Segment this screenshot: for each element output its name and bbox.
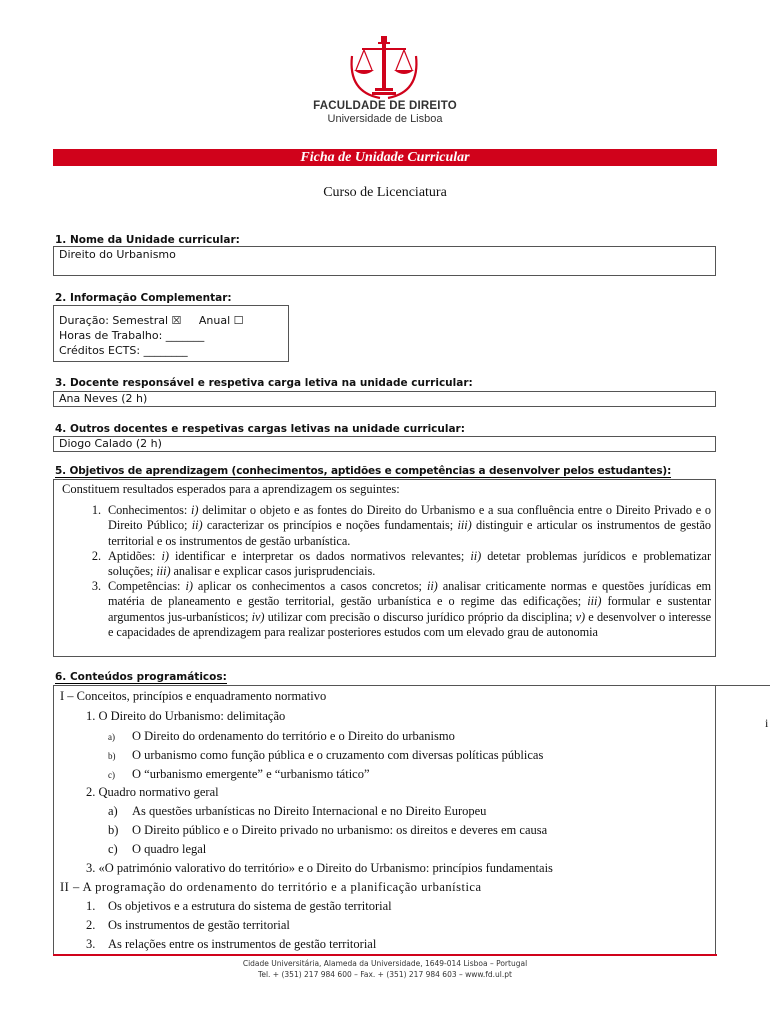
section-6-title: 6. Conteúdos programáticos: (55, 671, 227, 683)
content-item-ii-3: 3. As relações entre os instrumentos de gestão territorial (86, 937, 377, 951)
work-hours: Horas de Trabalho: _______ (59, 329, 205, 342)
content-item-2b: b) O Direito público e o Direito privado no urbanismo: os direitos e deveres em causa (108, 823, 548, 837)
uc-name-value: Direito do Urbanismo (59, 248, 176, 261)
objective-skills: 2. Aptidões: i) identificar e interpretar os dados normativos relevantes; ii) detetar problemas jurídicos e problematizar soluções; iii) analisar e explicar casos jurisprudenciais. (104, 549, 711, 579)
content-item-2c: c) O quadro legal (108, 842, 207, 856)
responsible-teacher: Ana Neves (2 h) (59, 392, 148, 405)
section-6-box (53, 685, 716, 955)
content-item-2a: a) As questões urbanísticas no Direito Internacional e no Direito Europeu (108, 804, 487, 818)
section-4-title: 4. Outros docentes e respetivas cargas letivas na unidade curricular: (55, 423, 465, 435)
section-1-title: 1. Nome da Unidade curricular: (55, 234, 240, 246)
university-name: Universidade de Lisboa (327, 113, 443, 125)
content-item-2: 2. Quadro normativo geral (86, 785, 219, 799)
faculty-logo (344, 34, 424, 102)
section-4-box (53, 436, 716, 452)
footer-contacts: Tel. + (351) 217 984 600 – Fax. + (351) 217 984 603 – www.fd.ul.pt (258, 970, 512, 979)
other-teachers: Diogo Calado (2 h) (59, 437, 162, 450)
content-item-ii-1: 1. Os objetivos e a estrutura do sistema de gestão territorial (86, 899, 392, 913)
content-item-ii-2: 2. Os instrumentos de gestão territorial (86, 918, 290, 932)
institution-name: FACULDADE DE DIREITO (313, 100, 457, 112)
document-title: Ficha de Unidade Curricular (53, 149, 717, 166)
footer-address: Cidade Universitária, Alameda da Universidade, 1649-014 Lisboa – Portugal (242, 959, 528, 968)
side-mark: i (765, 716, 769, 730)
objective-knowledge: 1. Conhecimentos: i) delimitar o objeto e as fontes do Direito do Urbanismo e a sua confluência entre o Direito Privado e o Direito Público; ii) caracterizar os princípios e noções fundamentais; iii) distinguir e articular os instrumentos de gestão territorial e os instrumentos de gestão urbanística. (104, 503, 711, 549)
section-2-title: 2. Informação Complementar: (55, 292, 232, 304)
duration-row (59, 314, 244, 327)
semestral-checkbox[interactable]: ☒ (171, 314, 182, 327)
objectives-intro: Constituem resultados esperados para a aprendizagem os seguintes: (62, 482, 400, 496)
section-2-box (53, 305, 289, 362)
content-item-1: 1. O Direito do Urbanismo: delimitação (86, 709, 286, 723)
section-1-box (53, 246, 716, 276)
content-item-1c: c) O “urbanismo emergente” e “urbanismo tático” (108, 767, 370, 781)
content-item-3: 3. «O património valorativo do território» e o Direito do Urbanismo: princípios fundamentais (86, 861, 553, 875)
objective-competences: 3. Competências: i) aplicar os conhecimentos a casos concretos; ii) analisar criticamente normas e questões jurídicas em matéria de planeamento e gestão territorial, gestão urbanística e o regime das edificações; iii) formular e sustentar argumentos jus-urbanísticos; iv) utilizar com precisão o discurso jurídico próprio da disciplina; v) e desenvolver o interesse e capacidades de aprendizagem para realizar posteriores estudos com um elevado grau de autonomia (104, 579, 711, 640)
section-5-box (53, 479, 716, 657)
section-5-title: 5. Objetivos de aprendizagem (conhecimentos, aptidões e competências a desenvolver pelos estudantes): (55, 465, 672, 477)
duration-label: Duração: Semestral (59, 314, 169, 327)
content-item-1b: b) O urbanismo como função pública e o cruzamento com diversas políticas públicas (108, 748, 544, 762)
content-part-2: II – A programação do ordenamento do território e a planificação urbanística (60, 880, 482, 894)
annual-checkbox[interactable]: ☐ (233, 314, 244, 327)
section-6-extension-line (716, 685, 770, 686)
content-part-1: I – Conceitos, princípios e enquadramento normativo (60, 689, 327, 703)
annual-label: Anual (198, 314, 231, 327)
section-3-title: 3. Docente responsável e respetiva carga letiva na unidade curricular: (55, 377, 473, 389)
ects-credits: Créditos ECTS: ________ (59, 344, 188, 357)
section-3-box (53, 391, 716, 407)
course-name: Curso de Licenciatura (323, 185, 447, 200)
content-item-1a: a) O Direito do ordenamento do território e o Direito do urbanismo (108, 729, 455, 743)
objectives-list (62, 503, 711, 640)
footer-divider (53, 954, 717, 956)
